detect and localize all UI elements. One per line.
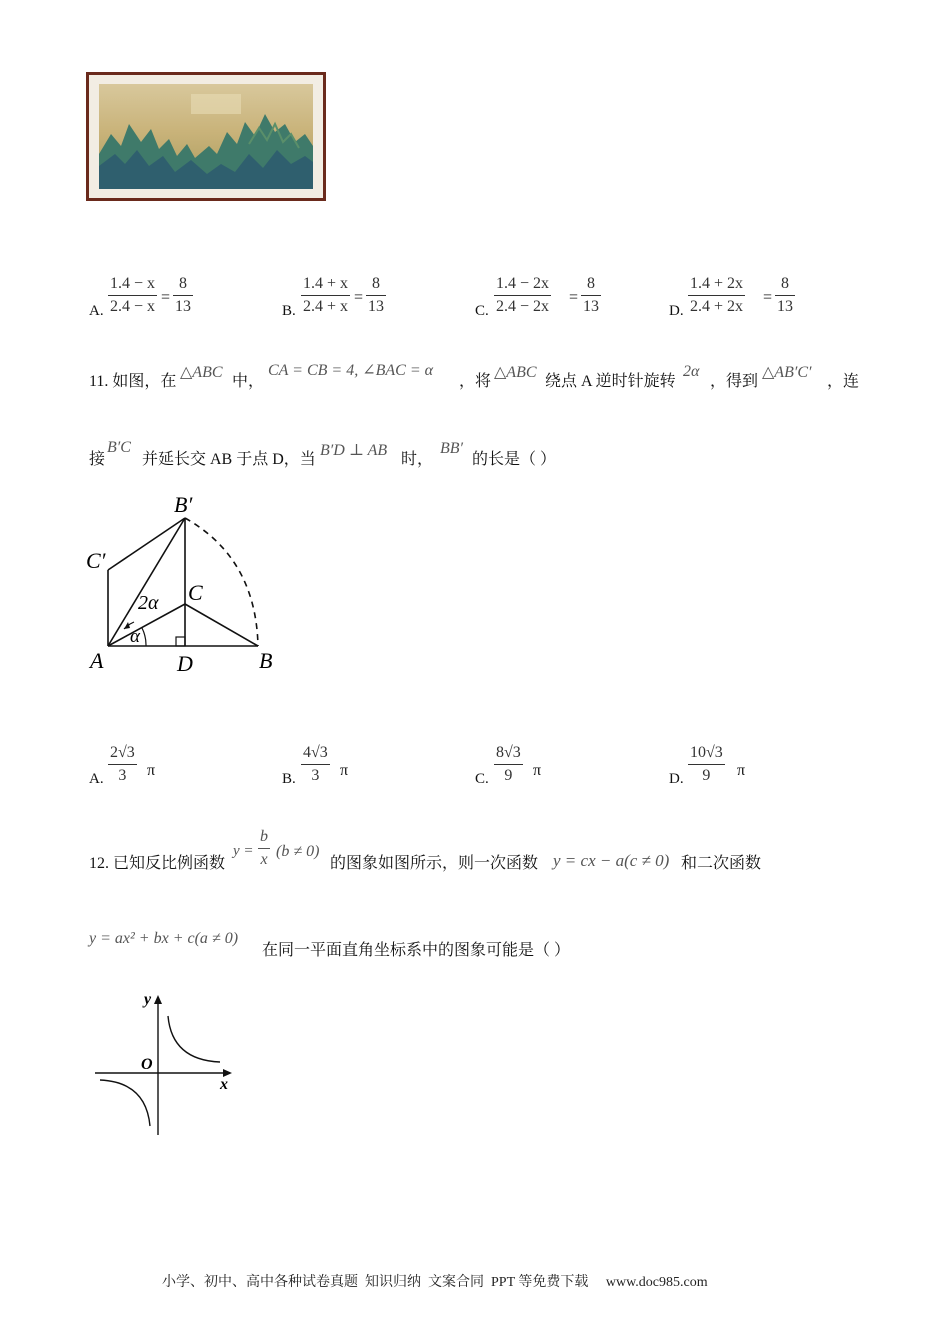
q11-text-1: 11. 如图，在	[89, 373, 177, 390]
q10-option-rhs-fraction: $\frac{8}{13}$	[175, 275, 191, 315]
q11-option-fraction: $\frac{2√3}{3}$	[110, 744, 135, 784]
q11-triangle-figure	[84, 488, 304, 678]
q11-text-8: 并延长交 AB 于点 D，当	[142, 451, 316, 468]
label-alpha: α	[130, 626, 140, 647]
q11-math-1: △ABC	[180, 364, 223, 381]
q11-text-4: 绕点 A 逆时针旋转	[545, 373, 676, 390]
q11-text-6: ，连	[827, 373, 860, 390]
label-C: C	[188, 580, 203, 605]
q11-option-pi: π	[737, 762, 746, 779]
q10-option-rhs-fraction: $\frac{8}{13}$	[583, 275, 599, 315]
label-B: B	[259, 648, 273, 673]
q11-text-9: 时，	[401, 451, 434, 468]
q11-math-8: BB′	[440, 440, 464, 457]
q12-text-1: 12. 已知反比例函数	[89, 855, 226, 872]
page-footer: 小学、初中、高中各种试卷真题 知识归纳 文案合同 PPT 等免费下载 www.doc985.com	[162, 1275, 708, 1290]
q11-text-7: 接	[89, 451, 106, 468]
q10-option-label: C.	[475, 303, 489, 319]
q11-text-10: 的长是（ ）	[472, 451, 557, 468]
q11-math-7: B′D ⊥ AB	[320, 442, 388, 459]
q12-text-4: 在同一平面直角坐标系中的图象可能是（ ）	[262, 942, 571, 959]
label-D: D	[177, 651, 193, 676]
mountains-illustration	[99, 84, 313, 189]
q11-option-pi: π	[340, 762, 349, 779]
q12-math-1-fraction: $\frac{b}{x}$	[260, 828, 268, 868]
q11-option-label: D.	[669, 771, 684, 787]
q10-option-equals: =	[763, 289, 773, 306]
q10-option-rhs-fraction: $\frac{8}{13}$	[777, 275, 793, 315]
label-A: A	[90, 648, 104, 673]
q12-math-1-cond: (b ≠ 0)	[276, 843, 320, 860]
q10-option-equals: =	[354, 289, 364, 306]
q10-option-lhs-fraction: $\frac{1.4 + x}{2.4 + x}$	[303, 275, 349, 315]
landscape-painting	[86, 72, 326, 201]
graph-origin-label: O	[141, 1056, 153, 1073]
q11-option-label: A.	[89, 771, 104, 787]
q10-option-label: D.	[669, 303, 684, 319]
q11-text-3: ，将	[459, 373, 492, 390]
q12-math-2: y = cx − a(c ≠ 0)	[553, 851, 670, 870]
q11-option-label: B.	[282, 771, 296, 787]
q11-option-pi: π	[147, 762, 156, 779]
q10-option-equals: =	[161, 289, 171, 306]
graph-x-label: x	[220, 1076, 228, 1093]
q11-math-5: △AB′C′	[762, 364, 812, 381]
q11-text-5: ，得到	[710, 373, 759, 390]
label-B-prime: B′	[174, 492, 193, 517]
q11-option-label: C.	[475, 771, 489, 787]
q10-option-lhs-fraction: $\frac{1.4 - 2x}{2.4 - 2x}$	[496, 275, 550, 315]
q10-option-lhs-fraction: $\frac{1.4 + 2x}{2.4 + 2x}$	[690, 275, 744, 315]
q11-option-fraction: $\frac{8√3}{9}$	[496, 744, 521, 784]
q10-option-label: A.	[89, 303, 104, 319]
q10-option-rhs-fraction: $\frac{8}{13}$	[368, 275, 384, 315]
q11-option-fraction: $\frac{10√3}{9}$	[690, 744, 723, 784]
q12-inverse-function-graph	[90, 990, 240, 1140]
q11-text-2: 中，	[232, 373, 265, 390]
q12-math-3: y = ax² + bx + c(a ≠ 0)	[89, 930, 239, 947]
q12-text-2: 的图象如图所示，则一次函数	[330, 855, 539, 872]
q10-option-equals: =	[569, 289, 579, 306]
q11-math-6: B′C	[107, 439, 131, 456]
q10-option-lhs-fraction: $\frac{1.4 - x}{2.4 - x}$	[110, 275, 156, 315]
q11-math-3: △ABC	[494, 364, 537, 381]
q12-text-3: 和二次函数	[681, 855, 762, 872]
q10-option-label: B.	[282, 303, 296, 319]
label-2alpha: 2α	[138, 592, 159, 614]
q11-math-2: CA = CB = 4, ∠BAC = α	[268, 362, 434, 379]
q11-math-4: 2α	[683, 363, 700, 380]
q12-math-1-lhs: y =	[233, 843, 254, 859]
q11-option-fraction: $\frac{4√3}{3}$	[303, 744, 328, 784]
label-C-prime: C′	[86, 548, 106, 573]
painting-canvas	[99, 84, 313, 189]
graph-y-label: y	[144, 991, 152, 1008]
q11-option-pi: π	[533, 762, 542, 779]
